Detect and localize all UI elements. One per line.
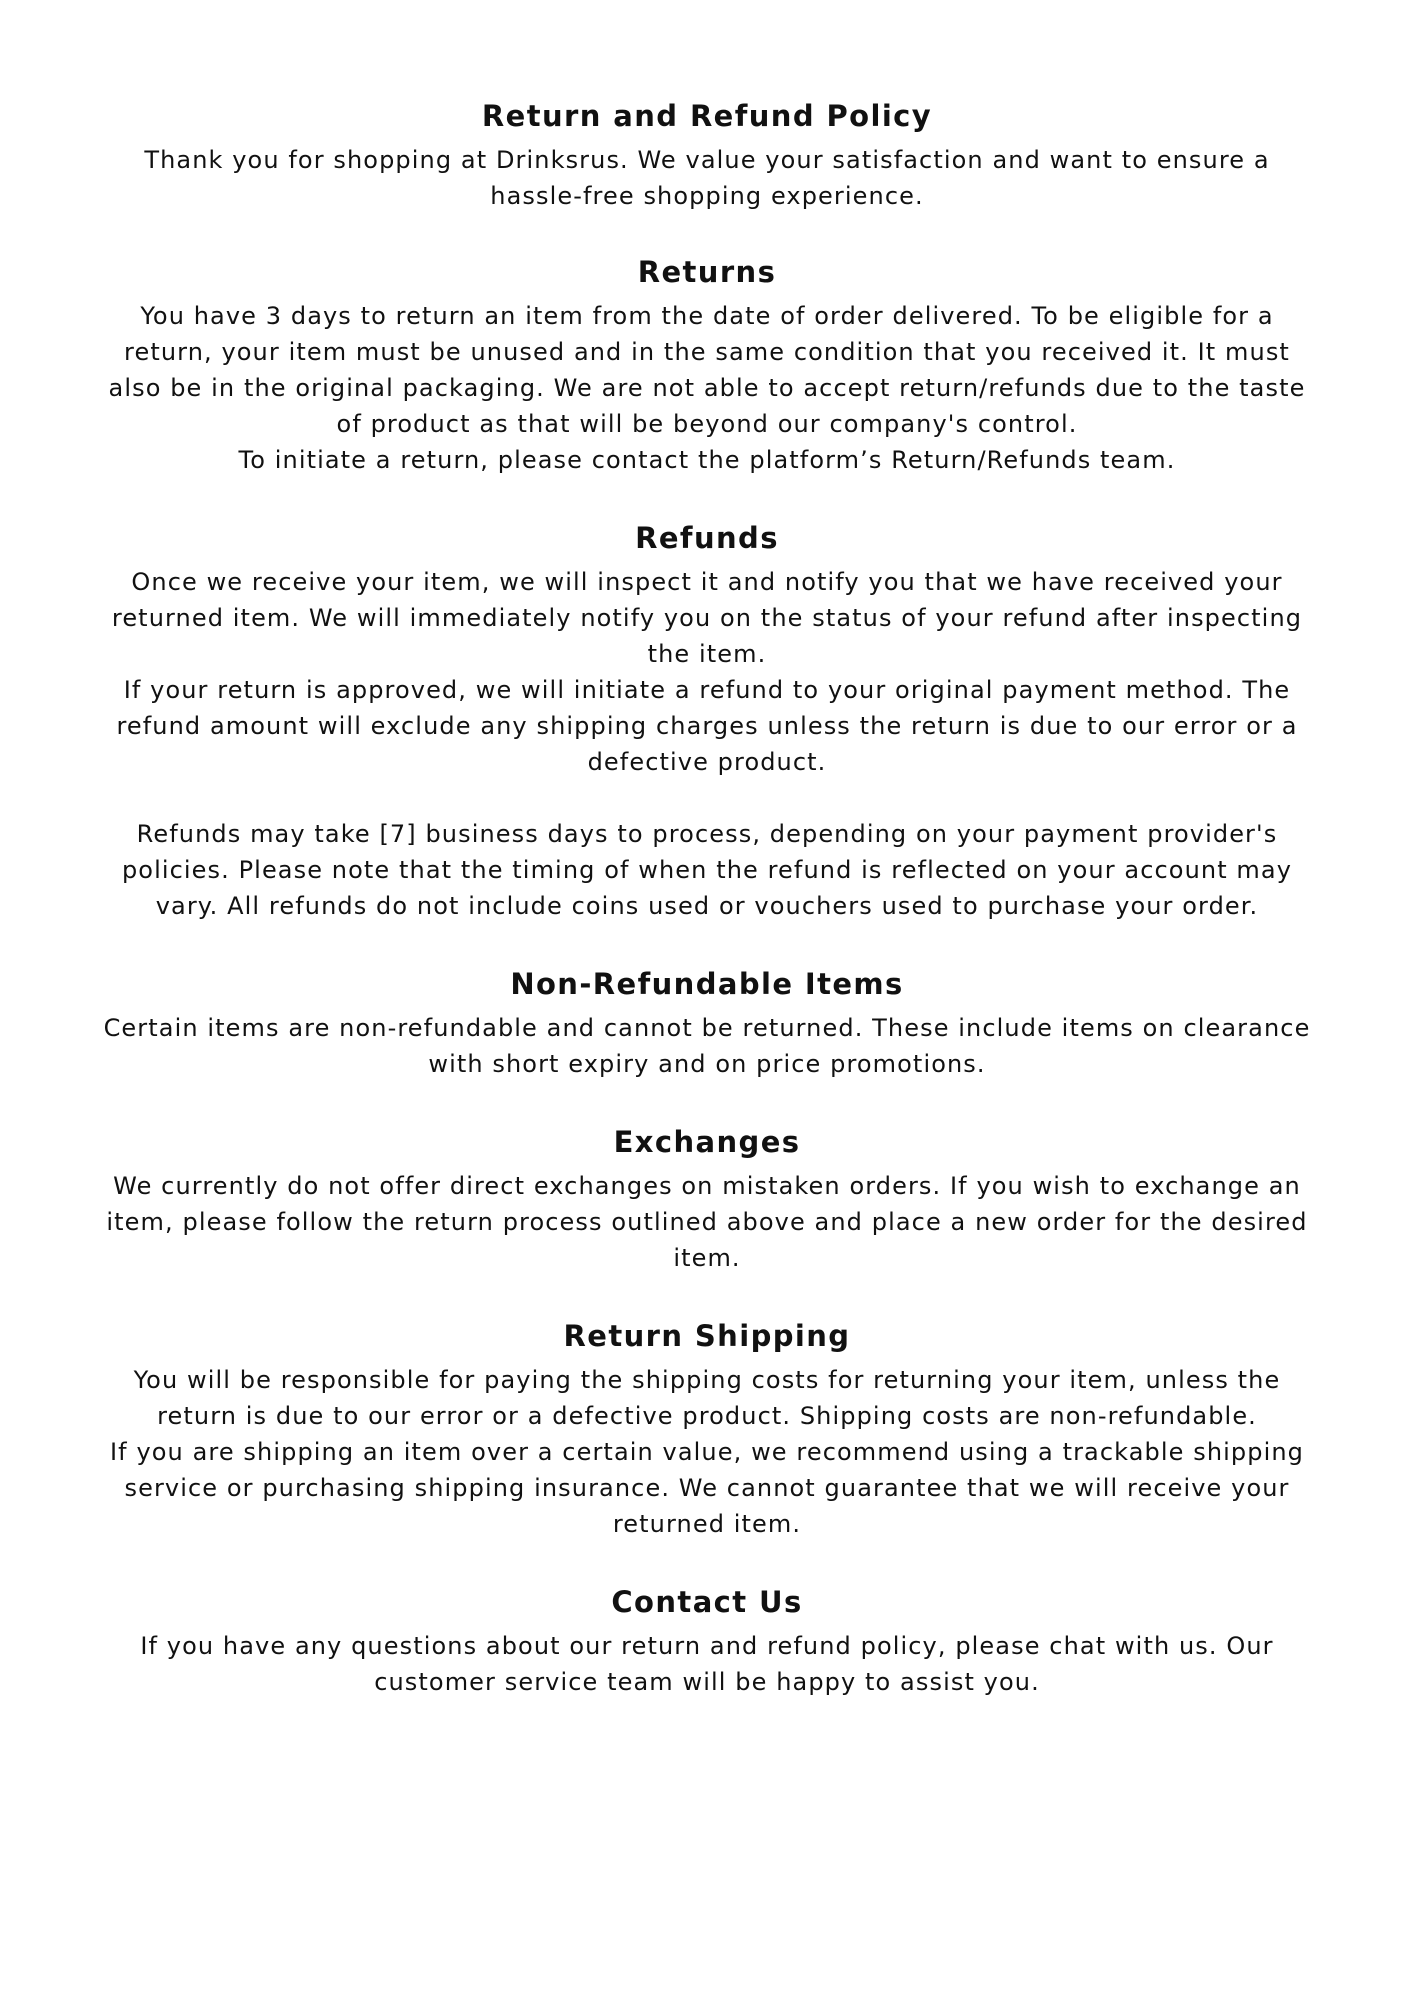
returns-paragraph-1: You have 3 days to return an item from the date of order delivered. To be eligible for a return, your item must be unused and in the same condition that you received it. It must also be in the original packaging. We are not able to accept return/refunds due to the taste of product as that will be beyond our company's control.	[108, 302, 1306, 438]
returns-paragraph-2: To initiate a return, please contact the platform’s Return/Refunds team.	[238, 446, 1176, 474]
paragraph-spacer	[100, 780, 1314, 816]
policy-document	[100, 96, 1314, 1740]
non-refundable-paragraph: Certain items are non-refundable and cannot be returned. These include items on clearance with short expiry and on price promotions.	[103, 1014, 1311, 1078]
return-shipping-paragraph-1: You will be responsible for paying the shipping costs for returning your item, unless the return is due to our error or a defective product. Shipping costs are non-refundable.	[133, 1366, 1281, 1430]
contact-section	[100, 1582, 1314, 1700]
contact-heading: Contact Us	[611, 1585, 803, 1619]
page-title: Return and Refund Policy	[481, 99, 933, 133]
contact-paragraph: If you have any questions about our return and refund policy, please chat with us. Our customer service team will be happy to assist you.	[140, 1632, 1274, 1696]
refunds-heading: Refunds	[635, 521, 779, 555]
refunds-section	[100, 518, 1314, 924]
refunds-paragraph-3: Refunds may take [7] business days to process, depending on your payment provider's policies. Please note that the timing of when the refund is reflected on your account may vary. All refunds do not include coins used or vouchers used to purchase your order.	[121, 820, 1293, 920]
exchanges-heading: Exchanges	[613, 1125, 801, 1159]
returns-heading: Returns	[637, 255, 777, 289]
return-shipping-heading: Return Shipping	[563, 1319, 851, 1353]
non-refundable-section	[100, 964, 1314, 1082]
non-refundable-heading: Non-Refundable Items	[510, 967, 904, 1001]
return-shipping-paragraph-2: If you are shipping an item over a certain value, we recommend using a trackable shipping service or purchasing shipping insurance. We cannot guarantee that we will receive your returned item.	[110, 1438, 1304, 1538]
returns-section	[100, 252, 1314, 478]
refunds-paragraph-2: If your return is approved, we will initiate a refund to your original payment method. The refund amount will exclude any shipping charges unless the return is due to our error or a defective product.	[116, 676, 1298, 776]
return-shipping-section	[100, 1316, 1314, 1542]
refunds-paragraph-1: Once we receive your item, we will inspect it and notify you that we have received your returned item. We will immediately notify you on the status of your refund after inspecting the item.	[111, 568, 1303, 668]
exchanges-paragraph: We currently do not offer direct exchanges on mistaken orders. If you wish to exchange an item, please follow the return process outlined above and place a new order for the desired item.	[106, 1172, 1308, 1272]
exchanges-section	[100, 1122, 1314, 1276]
intro-section	[100, 96, 1314, 214]
intro-text: Thank you for shopping at Drinksrus. We value your satisfaction and want to ensure a hassle-free shopping experience.	[144, 146, 1270, 210]
